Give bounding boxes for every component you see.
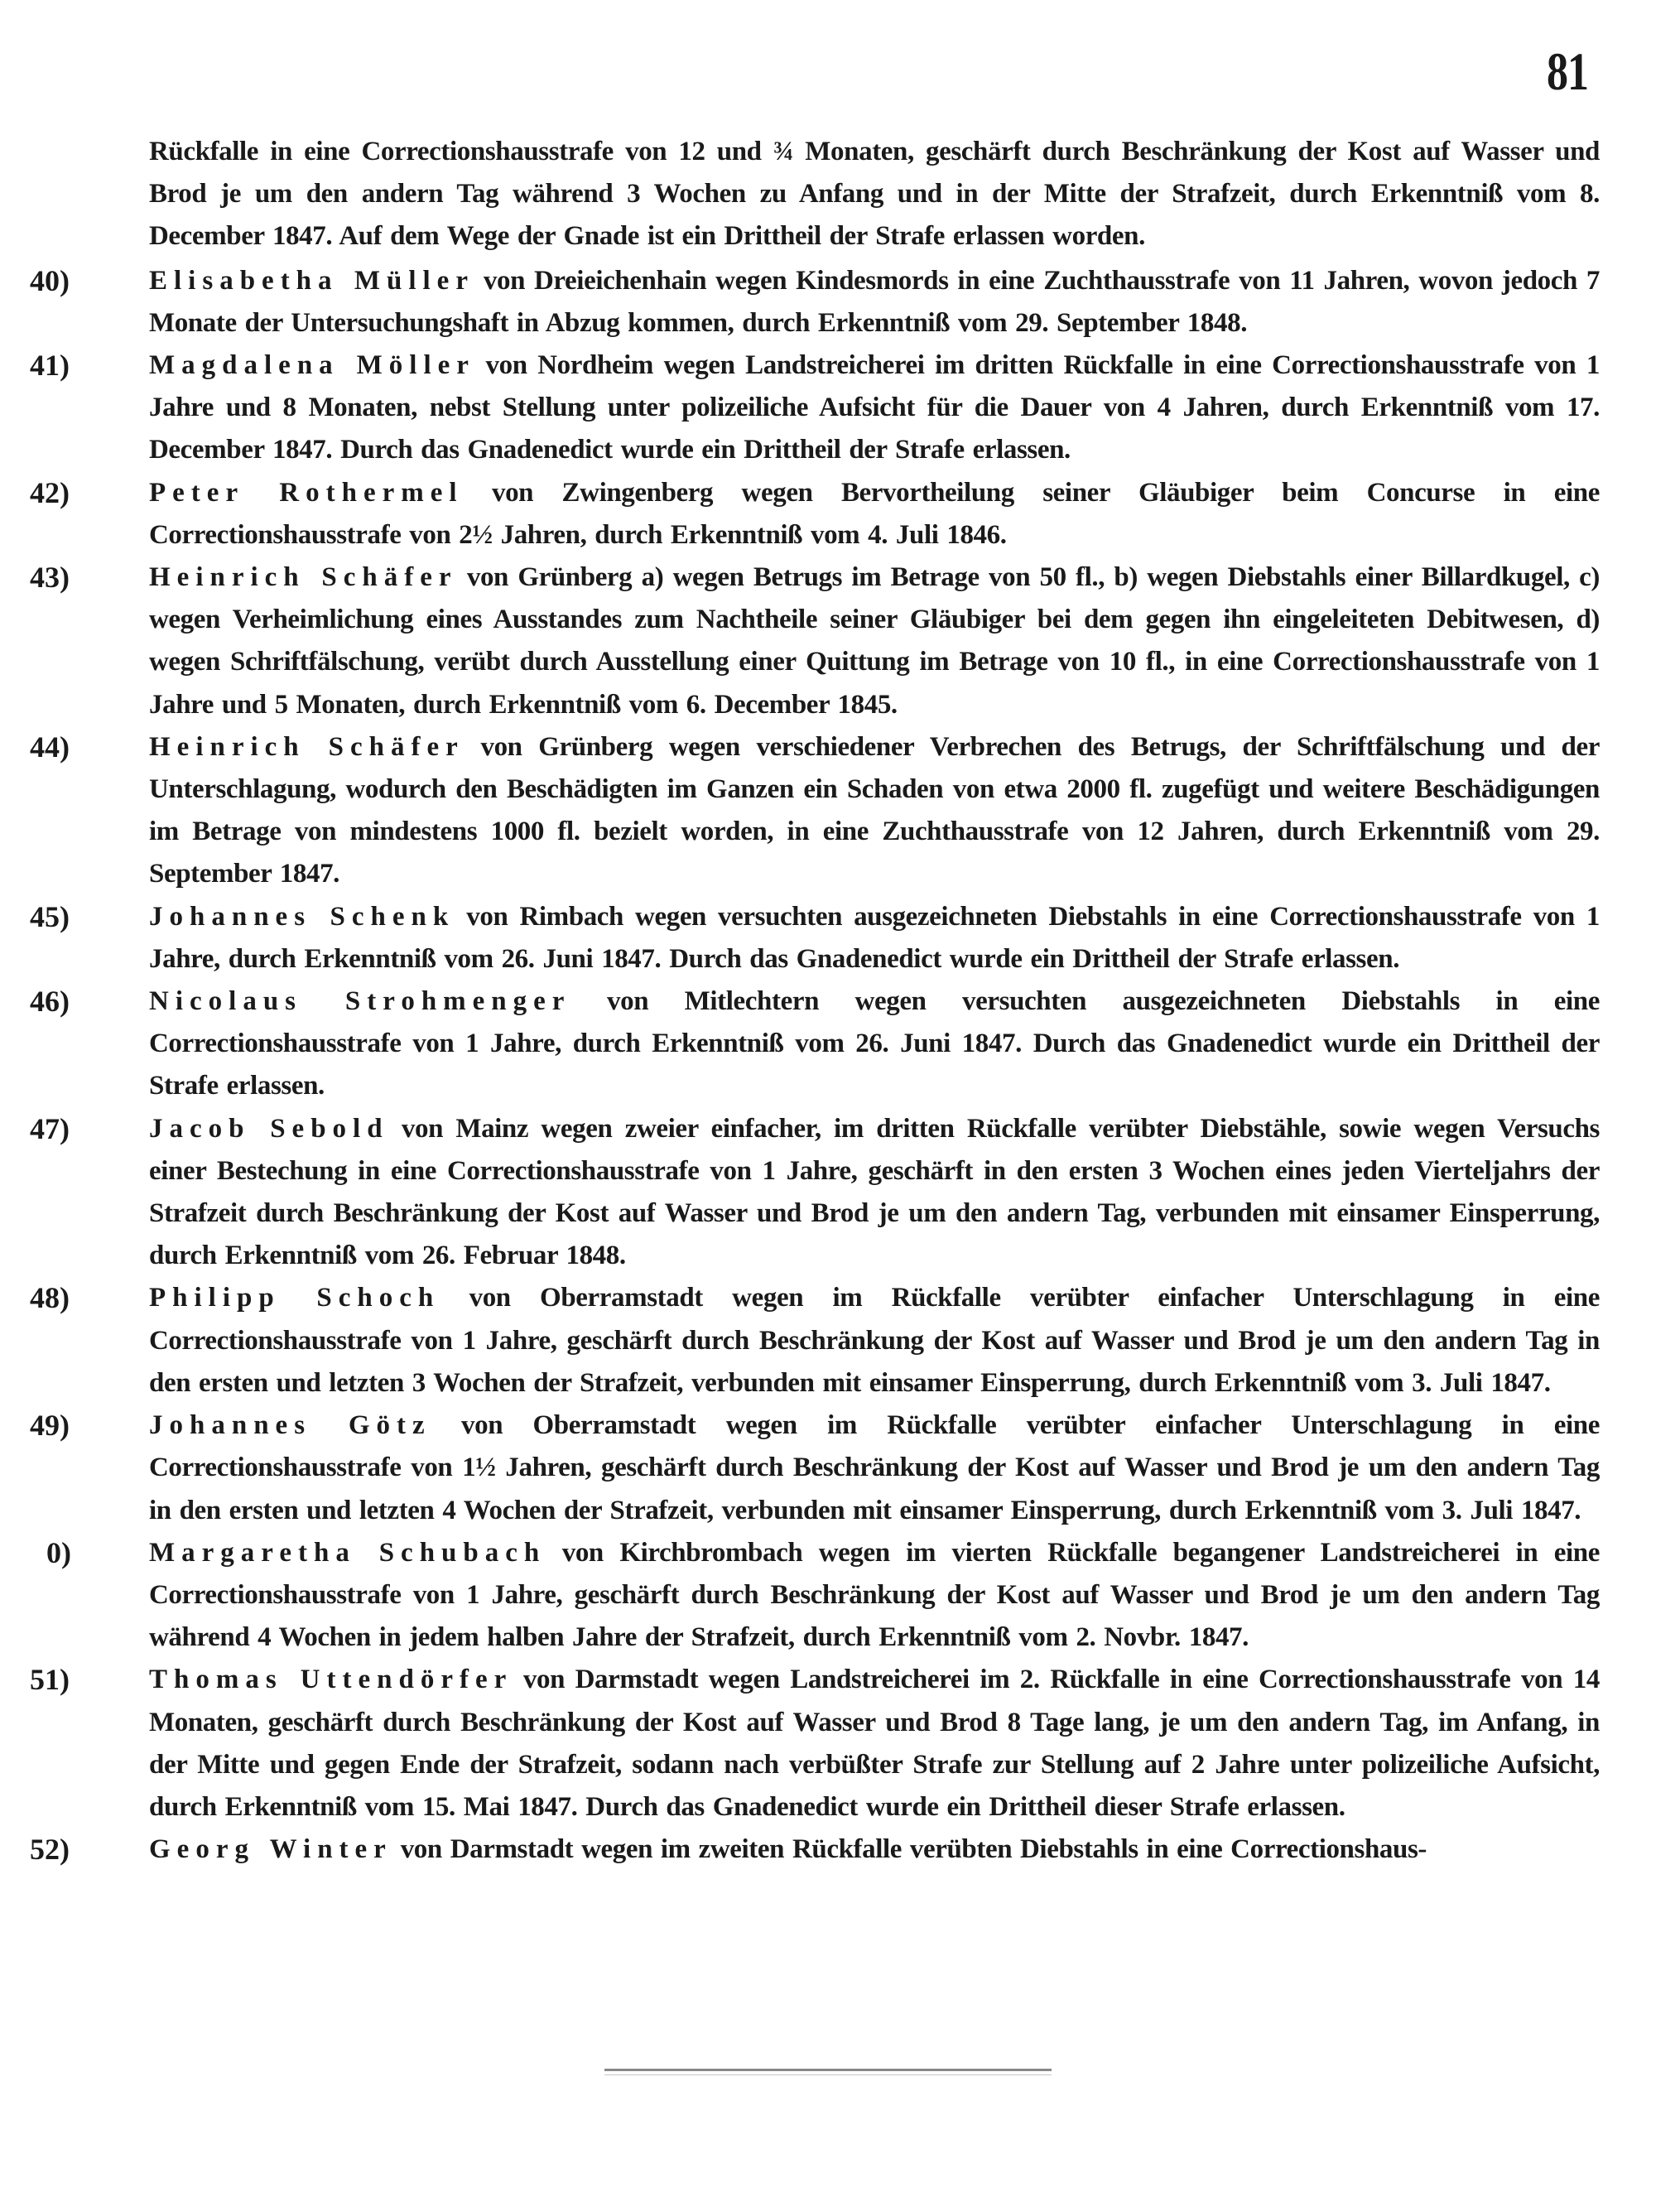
- entry-40: [0, 260, 1600, 345]
- entry-text: von Nordheim wegen Landstreicherei im dritten Rückfalle in eine Correctionshausstrafe von 1 Jahre und 8 Monaten, nebst Stellung unter polizeiliche Aufsicht für die Dauer von 4 Jahren, durch Erkenntniß vom 17. December 1847. Durch das Gnadenedict wurde ein Drittheil der Strafe erlassen.: [149, 350, 1600, 465]
- entry-name: Heinrich Schäfer: [149, 562, 458, 593]
- entry-name: Philipp Schoch: [149, 1283, 440, 1313]
- entry-number: 41): [30, 349, 70, 383]
- entry-name: Johannes Schenk: [149, 901, 455, 932]
- entry-name: Margaretha Schubach: [149, 1537, 546, 1568]
- entry-45: [0, 896, 1600, 981]
- entry-number: 43): [30, 561, 70, 595]
- page-number: 81: [1547, 42, 1588, 103]
- entry-text: von Zwingenberg wegen Bervortheilung seiner Gläubiger beim Concurse in eine Correctionshausstrafe von 2½ Jahren, durch Erkenntniß vom 4. Juli 1846.: [149, 477, 1600, 550]
- entry-name: Peter Rothermel: [149, 477, 464, 508]
- entry-text: von Rimbach wegen versuchten ausgezeichneten Diebstahls in eine Correctionshausstrafe von 1 Jahre, durch Erkenntniß vom 26. Juni 1847. Durch das Gnadenedict wurde ein Drittheil der Strafe erlassen.: [149, 901, 1600, 974]
- entry-50: [0, 1532, 1600, 1660]
- entry-name: Johannes Götz: [149, 1410, 431, 1441]
- entry-name: Georg Winter: [149, 1834, 392, 1865]
- footer-rule: [604, 2069, 1052, 2071]
- entry-text: von Darmstadt wegen im zweiten Rückfalle verübten Diebstahls in eine Correctionshaus-: [400, 1834, 1427, 1865]
- entry-47: [0, 1108, 1600, 1278]
- entry-text: von Darmstadt wegen Landstreicherei im 2. Rückfalle in eine Correctionshausstrafe von 14 Monaten, geschärft durch Beschränkung der Kost auf Wasser und Brod 8 Tage lang, je um den andern Tag, im Anfang, in der Mitte und gegen Ende der Strafzeit, sodann nach verbüßter Strafe zur Stellung auf 2 Jahre unter polizeiliche Aufsicht, durch Erkenntniß vom 15. Mai 1847. Durch das Gnadenedict wurde ein Drittheil dieser Strafe erlassen.: [149, 1665, 1600, 1822]
- entry-number: 52): [30, 1833, 70, 1867]
- entry-52: [0, 1829, 1600, 1871]
- entry-text: von Oberramstadt wegen im Rückfalle verübter einfacher Unterschlagung in eine Correctionshausstrafe von 1 Jahre, geschärft durch Beschränkung der Kost auf Wasser und Brod je um den andern Tag in den ersten und letzten 3 Wochen der Strafzeit, verbunden mit einsamer Einsperrung, durch Erkenntniß vom 3. Juli 1847.: [149, 1283, 1600, 1398]
- entry-text: von Kirchbrombach wegen im vierten Rückfalle begangener Landstreicherei in eine Correctionshausstrafe von 1 Jahre, geschärft durch Beschränkung der Kost auf Wasser und Brod je um den andern Tag während 4 Wochen in jedem halben Jahre der Strafzeit, durch Erkenntniß vom 2. Novbr. 1847.: [149, 1537, 1600, 1653]
- entry-46: [0, 981, 1600, 1108]
- entry-44: [0, 726, 1600, 896]
- entry-number: 47): [30, 1111, 70, 1145]
- entry-number: 0): [46, 1535, 71, 1569]
- entry-41: [0, 345, 1600, 472]
- continuation-paragraph: Rückfalle in eine Correctionshausstrafe von 12 und ¾ Monaten, geschärft durch Beschränkung der Kost auf Wasser und Brod je um den andern Tag während 3 Wochen zu Anfang und in der Mitte der Strafzeit, durch Erkenntniß vom 8. December 1847. Auf dem Wege der Gnade ist ein Drittheil der Strafe erlassen worden.: [149, 137, 1600, 252]
- entry-number: 48): [30, 1281, 70, 1315]
- entry-number: 40): [30, 263, 70, 297]
- entry-42: [0, 472, 1600, 557]
- entry-name: Nicolaus Strohmenger: [149, 986, 571, 1017]
- entry-name: Thomas Uttendörfer: [149, 1665, 513, 1695]
- entry-name: Jacob Sebold: [149, 1113, 389, 1144]
- entry-number: 46): [30, 985, 70, 1019]
- entry-43: [0, 557, 1600, 726]
- entry-51: [0, 1659, 1600, 1829]
- entry-name: Magdalena Möller: [149, 350, 475, 381]
- entry-number: 45): [30, 899, 70, 933]
- entry-text: von Mitlechtern wegen versuchten ausgezeichneten Diebstahls in eine Correctionshausstrafe von 1 Jahre, durch Erkenntniß vom 26. Juni 1847. Durch das Gnadenedict wurde ein Drittheil der Strafe erlassen.: [149, 986, 1601, 1101]
- entry-name: Heinrich Schäfer: [149, 731, 465, 762]
- entry-text: von Grünberg wegen verschiedener Verbrechen des Betrugs, der Schriftfälschung und der Unterschlagung, wodurch den Beschädigten im Ganzen ein Schaden von etwa 2000 fl. zugefügt und weitere Beschädigungen im Betrage von mindestens 1000 fl. bezielt worden, in eine Zuchthausstrafe von 12 Jahren, durch Erkenntniß vom 29. September 1847.: [149, 731, 1601, 889]
- entry-text: von Grünberg a) wegen Betrugs im Betrage von 50 fl., b) wegen Diebstahls einer Billardkugel, c) wegen Verheimlichung eines Ausstandes zum Nachtheile seiner Gläubiger bei dem gegen ihn eingeleiteten Debitwesen, d) wegen Schriftfälschung, verübt durch Ausstellung einer Quittung im Betrage von 10 fl., in eine Correctionshausstrafe von 1 Jahre und 5 Monaten, durch Erkenntniß vom 6. December 1845.: [149, 562, 1600, 720]
- entry-number: 49): [30, 1409, 70, 1443]
- entry-number: 51): [30, 1663, 70, 1697]
- entry-text: von Dreieichenhain wegen Kindesmords in eine Zuchthausstrafe von 11 Jahren, wovon jedoch 7 Monate der Untersuchungshaft in Abzug kommen, durch Erkenntniß vom 29. September 1848.: [149, 265, 1600, 338]
- document-body: [0, 131, 1680, 1871]
- entry-number: 44): [30, 730, 70, 764]
- entry-number: 42): [30, 475, 70, 509]
- footer-rule-shadow: [604, 2074, 1052, 2075]
- entry-name: Elisabetha Müller: [149, 265, 474, 296]
- entry-text: von Oberramstadt wegen im Rückfalle verübter einfacher Unterschlagung in eine Correctionshausstrafe von 1½ Jahren, geschärft durch Beschränkung der Kost auf Wasser und Brod je um den andern Tag in den ersten und letzten 4 Wochen der Strafzeit, verbunden mit einsamer Einsperrung, durch Erkenntniß vom 3. Juli 1847.: [149, 1410, 1600, 1525]
- entry-text: von Mainz wegen zweier einfacher, im dritten Rückfalle verübter Diebstähle, sowie wegen Versuchs einer Bestechung in eine Correctionshausstrafe von 1 Jahre, geschärft in den ersten 3 Wochen eines jeden Vierteljahrs der Strafzeit durch Beschränkung der Kost auf Wasser und Brod je um den andern Tag, verbunden mit einsamer Einsperrung, durch Erkenntniß vom 26. Februar 1848.: [149, 1113, 1600, 1271]
- entry-48: [0, 1277, 1600, 1405]
- entry-49: [0, 1405, 1600, 1532]
